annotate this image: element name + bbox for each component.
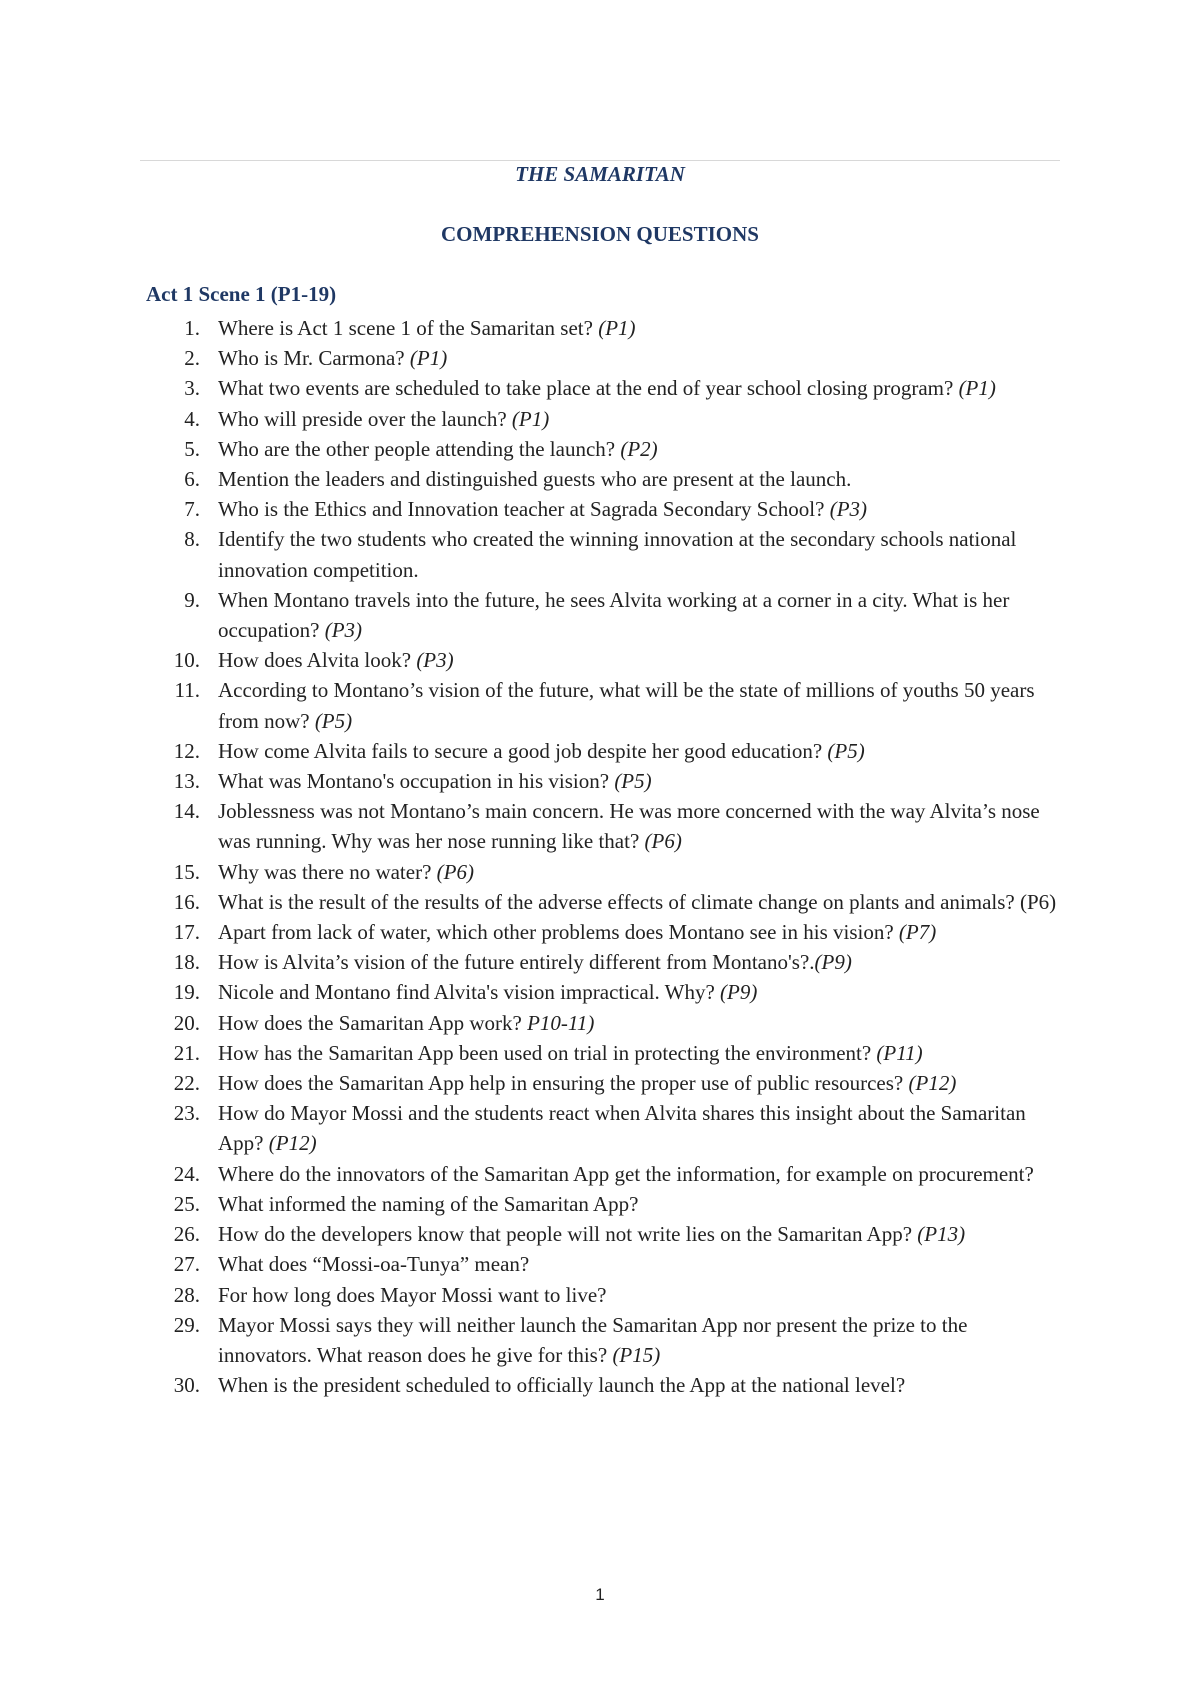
question-item (160, 947, 1060, 977)
question-number: 19. (173, 980, 200, 1005)
page-reference: (P12) (908, 1071, 957, 1096)
question-number: 25. (173, 1191, 200, 1216)
question-number: 27. (173, 1252, 200, 1277)
page-reference: (P1) (958, 376, 996, 401)
question-item (160, 736, 1060, 766)
question-item (160, 1098, 1060, 1158)
question-text: When Montano travels into the future, he sees Alvita working at a corner in a city. What is her occupation? (218, 587, 1010, 643)
question-item (160, 1038, 1060, 1068)
question-number: 7. (184, 497, 200, 522)
question-text: Why was there no water? (218, 859, 437, 884)
page-reference: (P2) (620, 436, 658, 461)
question-number: 22. (173, 1071, 200, 1096)
question-item (160, 1008, 1060, 1038)
page-reference: (P5) (827, 738, 865, 763)
question-item (160, 1370, 1060, 1400)
question-text: Mayor Mossi says they will neither launch the Samaritan App nor present the prize to the innovators. What reason does he give for this? (218, 1312, 968, 1367)
question-text: How does Alvita look? (218, 648, 417, 673)
question-number: 5. (184, 436, 200, 461)
question-item (160, 434, 1060, 464)
page-reference: (P15) (612, 1342, 661, 1367)
question-item (160, 373, 1060, 403)
question-text: What was Montano's occupation in his vision? (218, 769, 615, 794)
question-number: 17. (173, 920, 200, 945)
page-reference: (P9) (814, 950, 852, 975)
page-number: 1 (595, 1585, 605, 1604)
question-text: How do the developers know that people will not write lies on the Samaritan App? (218, 1222, 918, 1247)
question-item (160, 977, 1060, 1007)
question-text: How is Alvita’s vision of the future entirely different from Montano's?. (218, 950, 815, 975)
question-item (160, 313, 1060, 343)
question-text: Who is Mr. Carmona? (218, 346, 410, 371)
page-reference: (P5) (314, 708, 353, 733)
question-number: 11. (174, 678, 200, 703)
question-number: 6. (184, 467, 200, 492)
question-number: 15. (173, 859, 200, 884)
question-text: How does the Samaritan App help in ensuring the proper use of public resources? (218, 1071, 909, 1096)
question-item (160, 494, 1060, 524)
question-item (160, 917, 1060, 947)
question-number: 29. (173, 1312, 200, 1337)
question-item (160, 1219, 1060, 1249)
question-item (160, 887, 1060, 917)
question-text: Nicole and Montano find Alvita's vision impractical. Why? (218, 980, 721, 1005)
question-text: How come Alvita fails to secure a good job despite her good education? (218, 738, 828, 763)
question-number: 26. (173, 1222, 200, 1247)
question-number: 8. (184, 527, 200, 552)
question-text: Who will preside over the launch? (218, 406, 512, 431)
question-number: 2. (184, 346, 200, 371)
question-number: 14. (173, 799, 200, 824)
question-item (160, 343, 1060, 373)
header-rule (140, 160, 1060, 161)
question-number: 12. (173, 738, 200, 763)
question-item (160, 1310, 1060, 1370)
question-number: 13. (173, 769, 200, 794)
question-item (160, 675, 1060, 735)
page-reference: (P6) (436, 859, 474, 884)
page-reference: (P1) (409, 346, 448, 371)
page-reference: (P7) (898, 920, 937, 945)
page-reference: (P1) (598, 316, 636, 340)
question-text: How has the Samaritan App been used on trial in protecting the environment? (218, 1040, 877, 1065)
question-text: Joblessness was not Montano’s main concern. He was more concerned with the way Alvita’s nose was running. Why was her nose running like that? (218, 799, 1040, 854)
question-text: For how long does Mayor Mossi want to live? (218, 1282, 607, 1307)
question-number: 18. (173, 950, 200, 975)
question-text: Where is Act 1 scene 1 of the Samaritan set? (218, 316, 599, 340)
question-text: What does “Mossi-oa-Tunya” mean? (218, 1252, 530, 1277)
question-text: Identify the two students who created the winning innovation at the secondary schools national innovation competition. (218, 527, 1017, 582)
question-item (160, 585, 1060, 645)
question-number: 3. (184, 376, 200, 401)
section-heading: Act 1 Scene 1 (P1-19) (146, 282, 337, 306)
question-text: What informed the naming of the Samaritan App? (218, 1191, 639, 1216)
question-text: Mention the leaders and distinguished guests who are present at the launch. (218, 467, 852, 492)
page-reference: (P11) (876, 1040, 923, 1065)
question-item (160, 796, 1060, 856)
page-reference: (P5) (614, 769, 652, 794)
page-reference: (P13) (917, 1222, 966, 1247)
question-text: How does the Samaritan App work? (218, 1010, 528, 1035)
question-number: 1. (184, 316, 200, 340)
question-number: 4. (184, 406, 200, 431)
question-text: How do Mayor Mossi and the students react when Alvita shares this insight about the Samaritan App? (218, 1101, 1026, 1156)
page-reference: P10-11) (527, 1010, 595, 1035)
question-number: 21. (173, 1040, 200, 1065)
question-item (160, 1068, 1060, 1098)
question-text: Who are the other people attending the launch? (218, 436, 621, 461)
question-item (160, 857, 1060, 887)
document-title: THE SAMARITAN (515, 162, 685, 186)
page-reference: (P3) (324, 618, 363, 643)
question-number: 10. (173, 648, 200, 673)
question-number: 16. (173, 889, 200, 914)
question-number: 30. (173, 1373, 200, 1398)
question-list (160, 313, 1060, 1400)
question-item (160, 464, 1060, 494)
question-item (160, 1280, 1060, 1310)
question-text: Who is the Ethics and Innovation teacher at Sagrada Secondary School? (218, 497, 830, 522)
question-number: 28. (173, 1282, 200, 1307)
page-reference: (P9) (720, 980, 758, 1005)
question-text: When is the president scheduled to officially launch the App at the national level? (218, 1373, 906, 1398)
page-reference: (P6) (644, 829, 682, 854)
question-text: What is the result of the results of the adverse effects of climate change on plants and animals? (P6) (218, 889, 1057, 914)
page-reference: (P12) (268, 1131, 317, 1156)
question-item (160, 645, 1060, 675)
page-reference: (P3) (416, 648, 454, 673)
question-number: 24. (173, 1161, 200, 1186)
page-reference: (P3) (829, 497, 868, 522)
question-number: 20. (173, 1010, 200, 1035)
question-number: 23. (173, 1101, 200, 1126)
question-item (160, 524, 1060, 584)
question-item (160, 1159, 1060, 1189)
question-text: Apart from lack of water, which other problems does Montano see in his vision? (218, 920, 899, 945)
page-reference: (P1) (511, 406, 550, 431)
question-item (160, 1189, 1060, 1219)
document-subtitle: COMPREHENSION QUESTIONS (441, 222, 759, 246)
question-item (160, 766, 1060, 796)
question-text: Where do the innovators of the Samaritan App get the information, for example on procurement? (218, 1161, 1034, 1186)
question-text: According to Montano’s vision of the future, what will be the state of millions of youths 50 years from now? (218, 678, 1035, 733)
question-item (160, 404, 1060, 434)
question-number: 9. (184, 587, 200, 612)
question-item (160, 1249, 1060, 1279)
question-text: What two events are scheduled to take place at the end of year school closing program? (218, 376, 959, 401)
